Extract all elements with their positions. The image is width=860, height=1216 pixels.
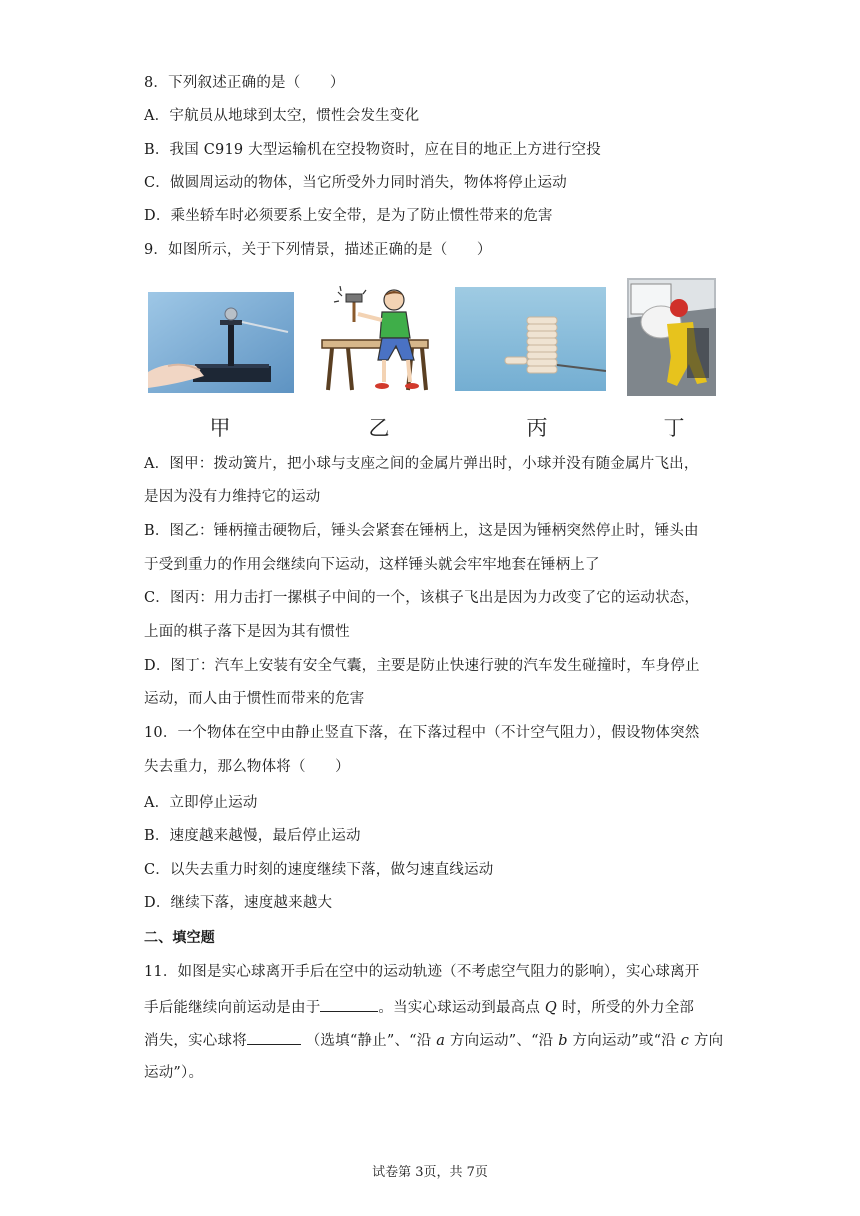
q10-stem-line2: 失去重力，那么物体将（ ） — [144, 759, 350, 775]
q9-option-d-line2: 运动，而人由于惯性而带来的危害 — [144, 691, 365, 707]
q9-option-c-line1: C．图丙：用力击打一摞棋子中间的一个，该棋子飞出是因为力改变了它的运动状态， — [144, 590, 700, 606]
q9-option-a-line2: 是因为没有力维持它的运动 — [144, 489, 321, 505]
figure-bing-stacked-checkers — [455, 287, 606, 391]
q11-line3: 消失，实心球将 （选填“静止”、“沿 a 方向运动”、“沿 b 方向运动”或“沿 c 方向 — [144, 1029, 723, 1051]
q10-option-a: A．立即停止运动 — [144, 795, 258, 811]
answer-blank-2[interactable] — [247, 1029, 301, 1045]
answer-blank-1[interactable] — [320, 996, 378, 1012]
q9-stem: 9．如图所示，关于下列情景，描述正确的是（ ） — [144, 242, 492, 258]
figure-label-bing: 丙 — [526, 416, 548, 440]
q8-option-c: C．做圆周运动的物体，当它所受外力同时消失，物体将停止运动 — [144, 175, 567, 191]
figure-ding-airbag-crash — [627, 278, 716, 396]
q10-option-d: D．继续下落，速度越来越大 — [144, 895, 333, 911]
q11-line2: 手后能继续向前运动是由于 。当实心球运动到最高点 Q 时，所受的外力全部 — [144, 996, 694, 1018]
figure-yi-hammer-cartoon — [318, 286, 430, 394]
q10-option-b: B．速度越来越慢，最后停止运动 — [144, 828, 361, 844]
q10-stem-line1: 10．一个物体在空中由静止竖直下落，在下落过程中（不计空气阻力），假设物体突然 — [144, 725, 700, 741]
q9-option-b-line1: B．图乙：锤柄撞击硬物后，锤头会紧套在锤柄上，这是因为锤柄突然停止时，锤头由 — [144, 523, 699, 539]
figure-label-ding: 丁 — [663, 416, 685, 440]
q9-option-a-line1: A．图甲：拨动簧片，把小球与支座之间的金属片弹出时，小球并没有随金属片飞出， — [144, 456, 699, 472]
q9-option-c-line2: 上面的棋子落下是因为其有惯性 — [144, 624, 350, 640]
section-fill-in-title: 二、填空题 — [144, 930, 215, 946]
q9-option-d-line1: D．图丁：汽车上安装有安全气囊，主要是防止快速行驶的汽车发生碰撞时，车身停止 — [144, 658, 700, 674]
figure-jia-inertia-apparatus — [148, 292, 294, 393]
q8-option-d: D．乘坐轿车时必须要系上安全带，是为了防止惯性带来的危害 — [144, 208, 553, 224]
figure-label-yi: 乙 — [368, 416, 390, 440]
q11-line4: 运动”）。 — [144, 1065, 204, 1081]
q8-option-b: B．我国 C919 大型运输机在空投物资时，应在目的地正上方进行空投 — [144, 142, 601, 158]
figure-label-jia: 甲 — [209, 416, 231, 440]
q8-stem: 8．下列叙述正确的是（ ） — [144, 75, 345, 91]
q10-option-c: C．以失去重力时刻的速度继续下落，做匀速直线运动 — [144, 862, 494, 878]
q9-option-b-line2: 于受到重力的作用会继续向下运动，这样锤头就会牢牢地套在锤柄上了 — [144, 557, 600, 573]
q8-option-a: A．宇航员从地球到太空，惯性会发生变化 — [144, 108, 420, 124]
page-footer: 试卷第 3页，共 7页 — [372, 1165, 488, 1180]
q11-line1: 11．如图是实心球离开手后在空中的运动轨迹（不考虑空气阻力的影响），实心球离开 — [144, 964, 700, 980]
